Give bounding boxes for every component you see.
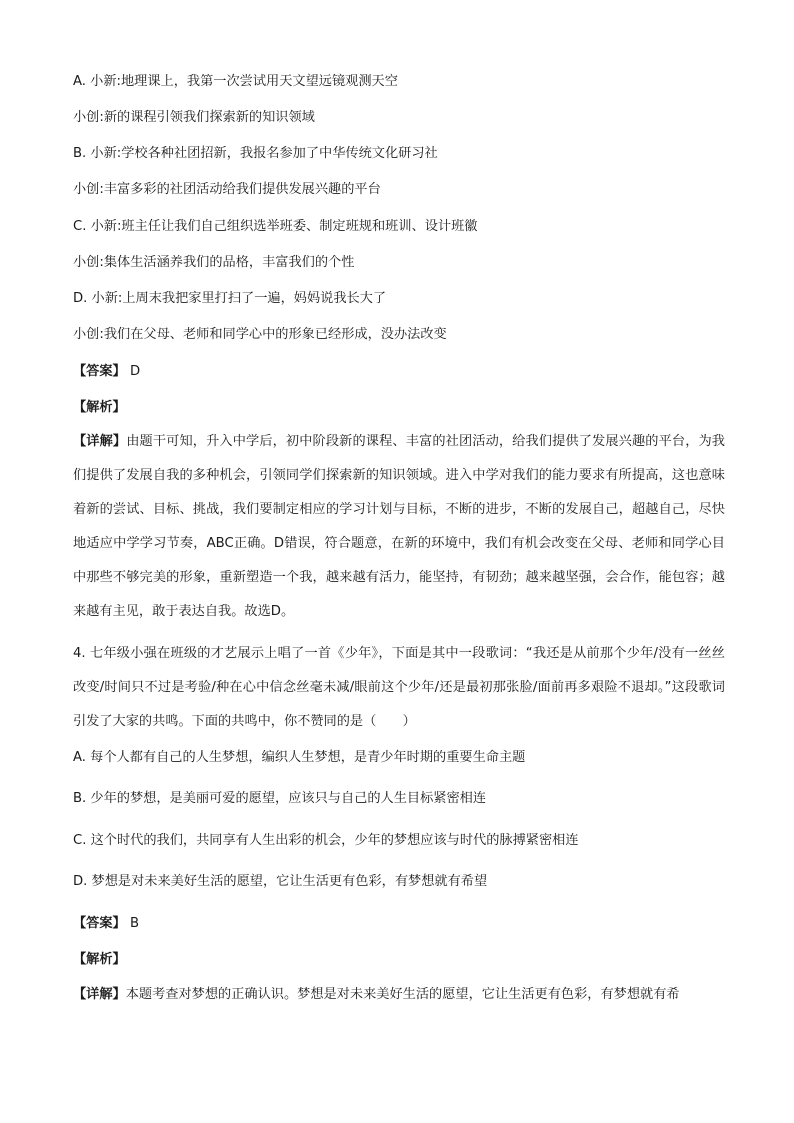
q4-option-d: D. 梦想是对未来美好生活的愿望，它让生活更有色彩，有梦想就有希望	[73, 874, 488, 889]
q3-option-c-line2: 小创:集体生活涵养我们的品格，丰富我们的个性	[73, 255, 355, 270]
q3-option-d-line2: 小创:我们在父母、老师和同学心中的形象已经形成，没办法改变	[73, 327, 447, 342]
detail-text: 本题考查对梦想的正确认识。梦想是对未来美好生活的愿望，它让生活更有色彩，有梦想就有希	[125, 987, 680, 1002]
detail-tag: 【详解】	[73, 987, 126, 1002]
answer-value: B	[129, 916, 140, 931]
q3-option-a-line2: 小创:新的课程引领我们探索新的知识领域	[73, 110, 315, 125]
answer-tag: 【答案】	[73, 916, 126, 931]
q4-option-a: A. 每个人都有自己的人生梦想，编织人生梦想，是青少年时期的重要生命主题	[73, 750, 526, 765]
q3-option-d-line1: D. 小新:上周末我把家里打扫了一遍，妈妈说我长大了	[73, 291, 387, 306]
q3-option-c-line1: C. 小新:班主任让我们自己组织选举班委、制定班规和班训、设计班徽	[73, 219, 478, 234]
q4-analysis-label: 【解析】	[73, 952, 126, 967]
q4-stem: 4. 七年级小强在班级的才艺展示上唱了一首《少年》，下面是其中一段歌词：“我还是从前那个少年/没有一丝丝改变/时间只不过是考验/种在心中信念丝毫未减/眼前这个少年/还是最初那张脸/面前再多艰险不退却。”这段歌词引发了大家的共鸣。下面的共鸣中，你不赞同的是（ ）	[73, 646, 725, 729]
detail-tag: 【详解】	[73, 434, 127, 449]
q3-answer	[73, 363, 140, 381]
q4-detail-line	[73, 986, 680, 1004]
q3-detail-paragraph	[73, 425, 725, 629]
q3-option-b-line1: B. 小新:学校各种社团招新，我报名参加了中华传统文化研习社	[73, 146, 438, 161]
q4-option-c: C. 这个时代的我们，共同享有人生出彩的机会，少年的梦想应该与时代的脉搏紧密相连	[73, 833, 579, 848]
q3-option-b-line2: 小创:丰富多彩的社团活动给我们提供发展兴趣的平台	[73, 182, 381, 197]
answer-value: D	[129, 364, 141, 379]
answer-tag: 【答案】	[73, 364, 126, 379]
q3-option-a-line1: A. 小新:地理课上，我第一次尝试用天文望远镜观测天空	[73, 74, 398, 89]
detail-text: 由题干可知，升入中学后，初中阶段新的课程、丰富的社团活动，给我们提供了发展兴趣的平台，为我们提供了发展自我的多种机会，引领同学们探索新的知识领域。进入中学对我们的能力要求有所提高，这也意味着新的尝试、目标、挑战，我们要制定相应的学习计划与目标，不断的进步，不断的发展自己，超越自己，尽快地适应中学学习节奏，ABC正确。D错误，符合题意，在新的环境中，我们有机会改变在父母、老师和同学心目中那些不够完美的形象，重新塑造一个我，越来越有活力，能坚持，有韧劲；越来越坚强，会合作，能包容；越来越有主见，敢于表达自我。故选D。	[73, 434, 725, 619]
q3-analysis-label: 【解析】	[73, 400, 126, 415]
q4-answer	[73, 915, 139, 933]
q4-option-b: B. 少年的梦想，是美丽可爱的愿望，应该只与自己的人生目标紧密相连	[73, 791, 487, 806]
